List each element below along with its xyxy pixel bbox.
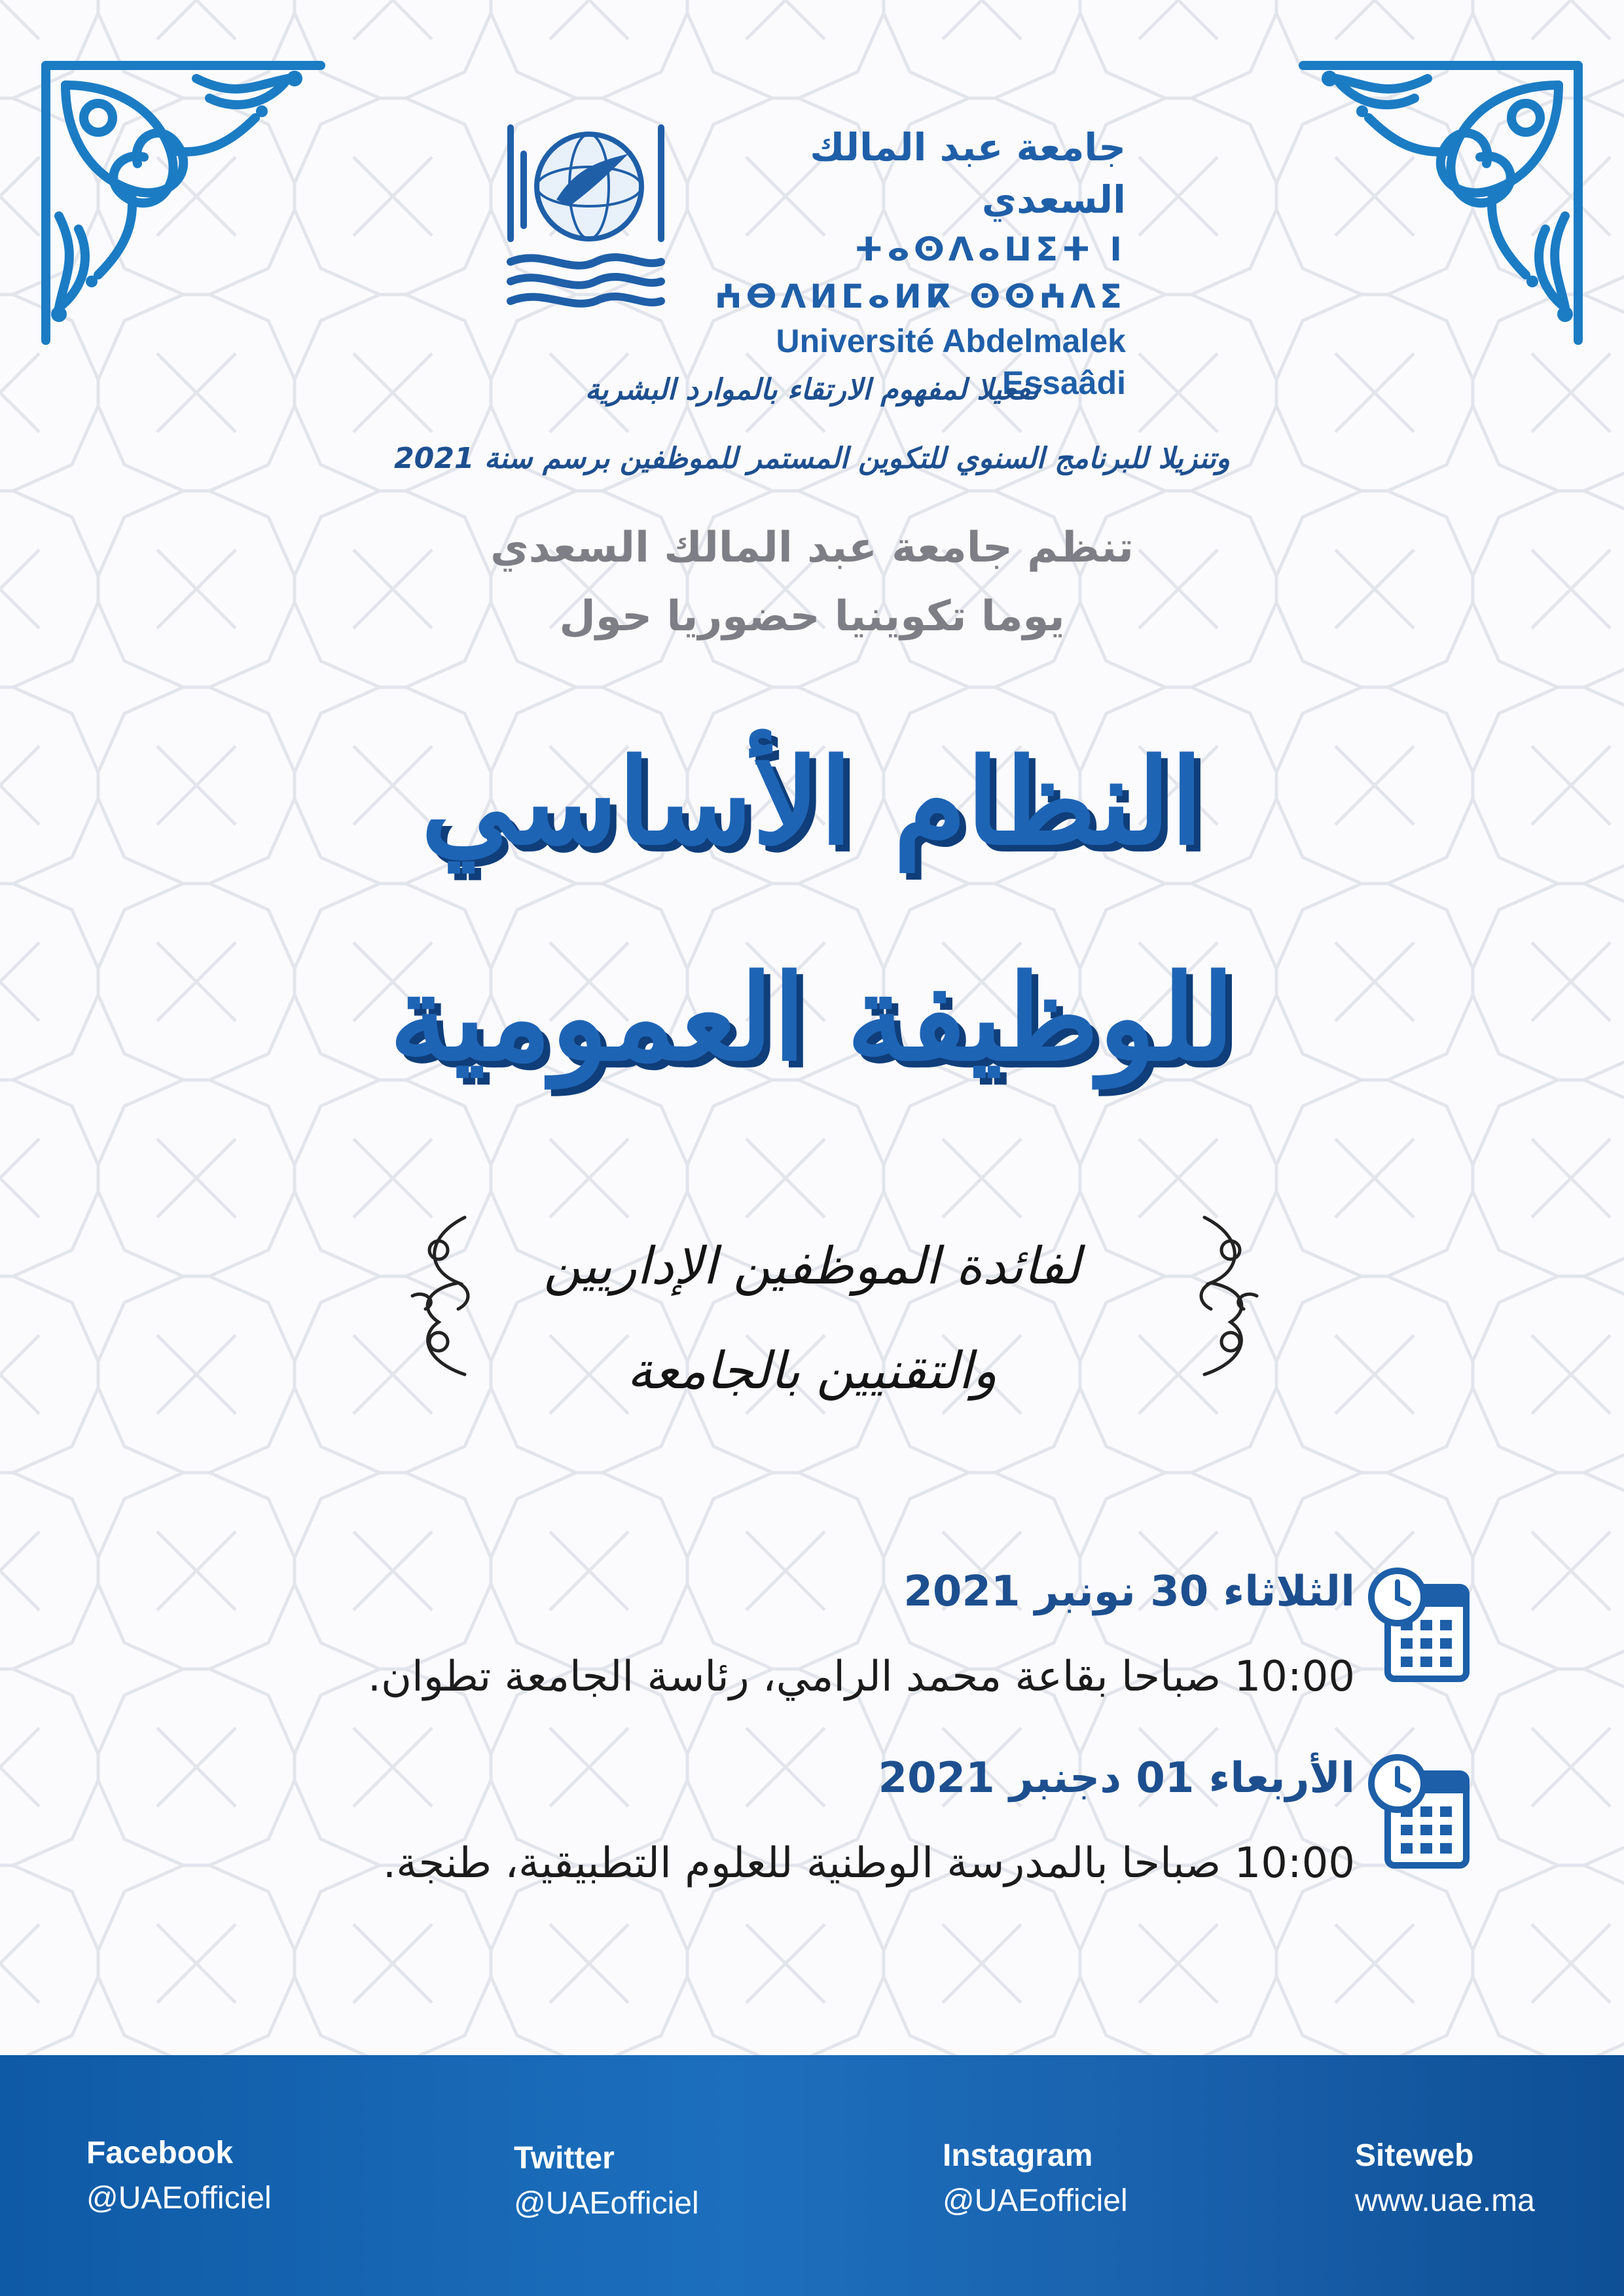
footer-bar	[0, 2055, 1624, 2296]
calendar-clock-icon	[1368, 1754, 1473, 1872]
twitter-label: Twitter	[514, 2141, 615, 2176]
instagram-handle: @UAEofficiel	[943, 2183, 1128, 2218]
organizer-line-1: تنظم جامعة عبد المالك السعدي	[490, 524, 1134, 572]
calendar-clock-icon	[1368, 1568, 1473, 1685]
session-details: 10:00 صباحا بقاعة محمد الرامي، رئاسة الجامعة تطوان.	[367, 1653, 1355, 1701]
intro-line-1: تفعيلا لمفهوم الارتقاء بالموارد البشرية	[585, 373, 1039, 406]
beneficiaries-line-2: والتقنيين بالجامعة	[626, 1342, 998, 1401]
beneficiaries-line-1: لفائدة الموظفين الإداريين	[543, 1237, 1081, 1296]
session-details: 10:00 صباحا بالمدرسة الوطنية للعلوم التطبيقية، طنجة.	[382, 1839, 1355, 1888]
university-name-arabic: جامعة عبد المالك السعدي	[810, 125, 1126, 222]
website-link[interactable]	[1355, 2138, 1535, 2219]
instagram-label: Instagram	[943, 2138, 1093, 2173]
session-date: الثلاثاء 30 نونبر 2021	[903, 1568, 1355, 1616]
instagram-link[interactable]	[943, 2138, 1128, 2219]
corner-ornament-right	[1297, 59, 1585, 347]
twitter-handle: @UAEofficiel	[514, 2186, 699, 2221]
website-label: Siteweb	[1355, 2138, 1474, 2173]
website-url: www.uae.ma	[1355, 2183, 1535, 2218]
university-emblem-icon	[497, 115, 674, 311]
main-title-line-2: للوظيفة العمومية	[389, 949, 1235, 1087]
session-date: الأربعاء 01 دجنبر 2021	[878, 1754, 1355, 1803]
university-name-tifinagh: ⵜⴰⵙⴷⴰⵡⵉⵜ ⵏ ⵄⴱⴷⵍⵎⴰⵍⴽ ⵙⵙⵄⴷⵉ	[714, 230, 1126, 315]
corner-ornament-left	[39, 59, 327, 347]
university-name-french: Université Abdelmalek Essaâdi	[776, 323, 1126, 401]
facebook-label: Facebook	[86, 2136, 234, 2170]
main-title-line-1: النظام الأساسي	[421, 733, 1203, 871]
organizer-line-2: يوما تكوينيا حضوريا حول	[559, 592, 1065, 641]
intro-line-2: وتنزيلا للبرنامج السنوي للتكوين المستمر للموظفين برسم سنة 2021	[394, 442, 1230, 475]
twitter-link[interactable]	[514, 2140, 699, 2221]
facebook-link[interactable]	[86, 2135, 272, 2216]
facebook-handle: @UAEofficiel	[86, 2181, 272, 2215]
